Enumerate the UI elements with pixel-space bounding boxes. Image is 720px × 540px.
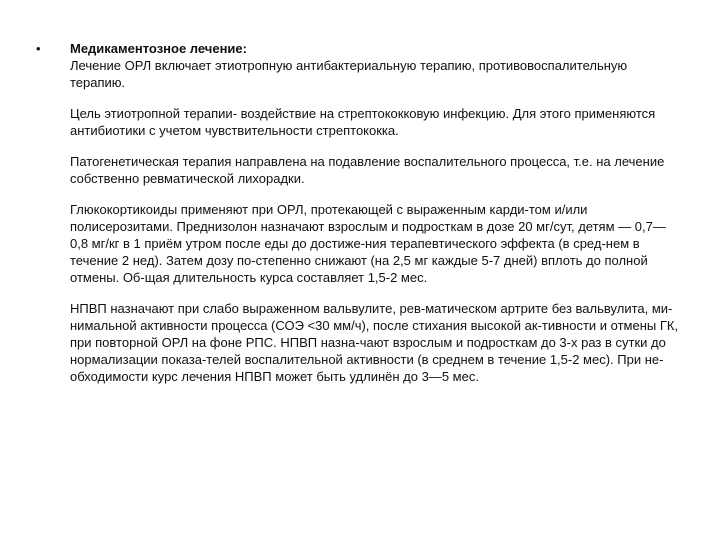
paragraph-treatment-overview: Лечение ОРЛ включает этиотропную антибактериальную терапию, противовоспалительную терапию. (70, 58, 628, 90)
slide-title: Медикаментозное лечение: (70, 41, 247, 56)
intro-block (70, 40, 682, 91)
paragraph-glucocorticoids: Глюкокортикоиды применяют при ОРЛ, протекающей с выраженным карди-том и/или полисерозитами. Преднизолон назначают взрослым и подросткам в дозе 20 мг/сут, детям — 0,7—0,8 мг/кг в 1 приём утром после еды до достиже-ния терапевтического эффекта (в сред-нем в течение 2 нед). Затем дозу по-степенно снижают (на 2,5 мг каждые 5-7 дней) вплоть до полной отмены. Об-щая длительность курса составляет 1,5-2 мес. (70, 202, 666, 285)
paragraph-etiotropic-therapy: Цель этиотропной терапии- воздействие на стрептококковую инфекцию. Для этого применяются антибиотики с учетом чувствительности стрептококка. (70, 106, 656, 138)
paragraph-nsaids: НПВП назначают при слабо выраженном вальвулите, рев-матическом артрите без вальвулита, ми-нимальной активности процесса (СОЭ <30 мм/ч), после стихания высокой ак-тивности и отмены ГК, при повторной ОРЛ на фоне РПС. НПВП назна-чают взрослым и подросткам до 3-х раз в сутки до нормализации показа-телей воспалительной активности (в среднем в течение 1,5-2 мес). При не-обходимости курс лечения НПВП может быть удлинён до 3—5 мес. (70, 301, 679, 384)
bullet-marker: • (36, 41, 41, 56)
paragraph-pathogenetic-therapy: Патогенетическая терапия направлена на подавление воспалительного процесса, т.е. на лечение собственно ревматической лихорадки. (70, 154, 665, 186)
slide-content (70, 40, 682, 399)
